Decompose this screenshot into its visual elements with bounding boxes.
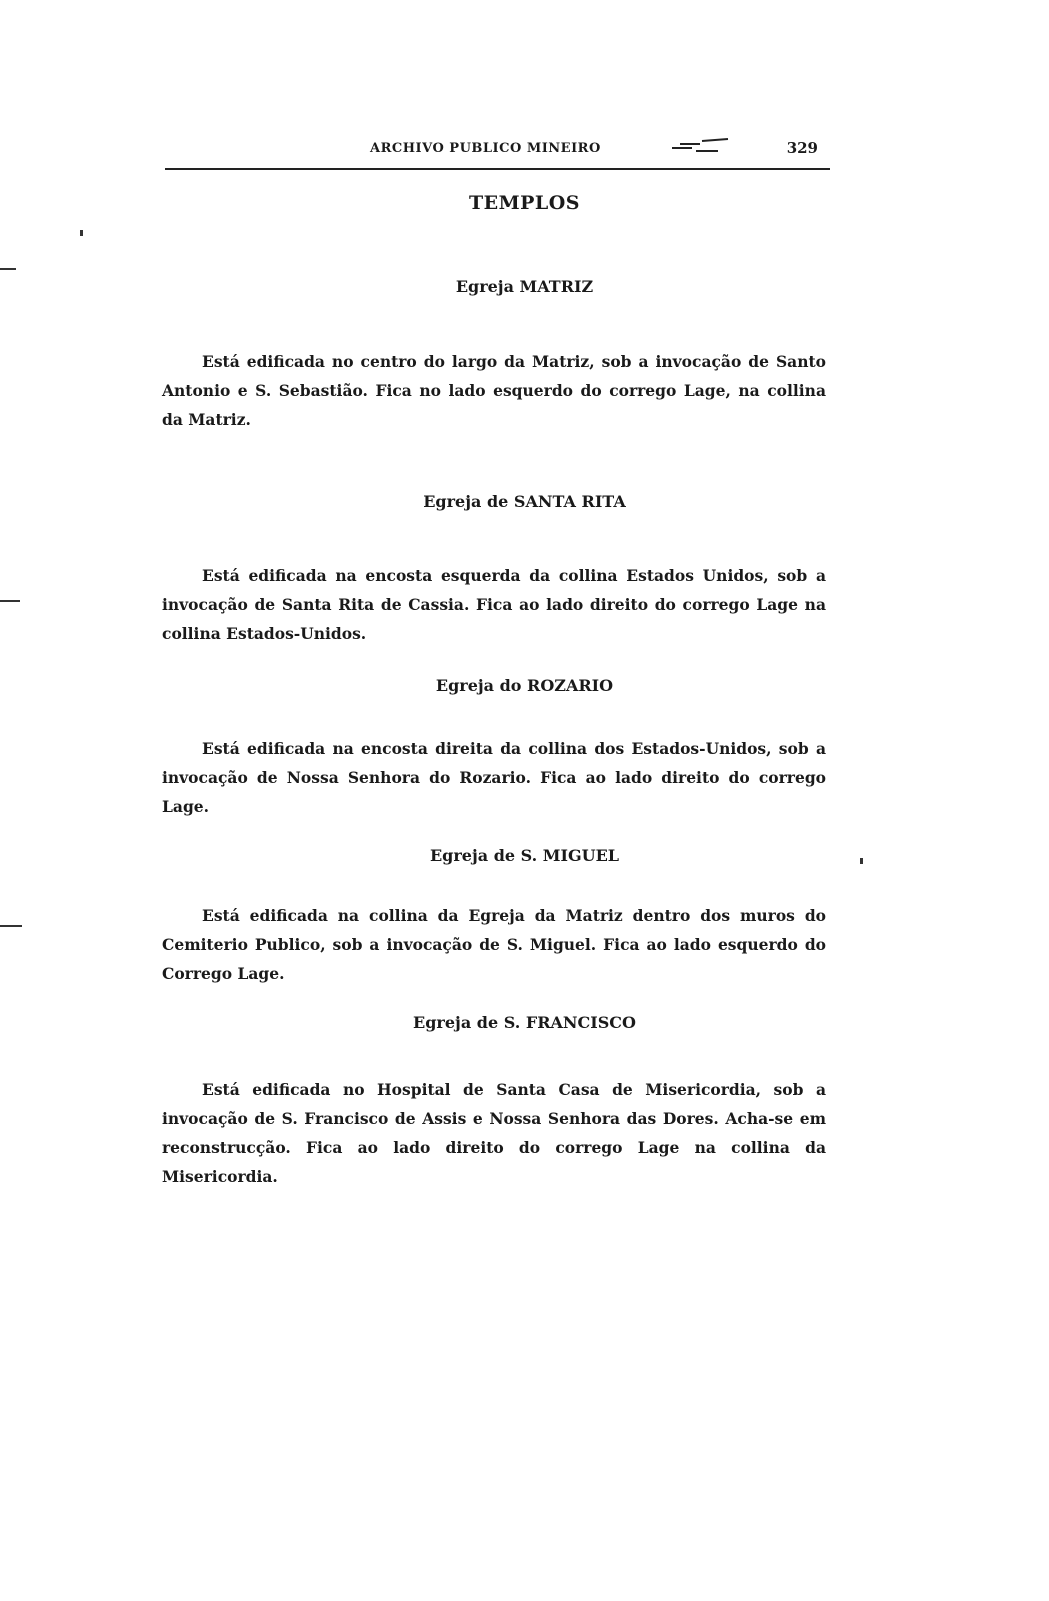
church-heading-prefix: Egreja de [413,1013,499,1032]
scan-speck [80,230,83,236]
church-description-rozario: Está edificada na encosta direita da collina dos Estados-Unidos, sob a invocação de Nossa Senhora do Rozario. Fica ao lado direito do corrego Lage. [162,739,826,816]
scan-speck [860,858,863,864]
church-heading-prefix: Egreja [455,277,514,296]
scan-edge-mark [0,268,16,270]
church-heading-santa-rita [0,492,1049,511]
church-heading-prefix: Egreja de [429,846,516,865]
church-description-s-miguel: Está edificada na collina da Egreja da Matriz dentro dos muros do Cemiterio Publico, sob a invocação de S. Miguel. Fica ao lado esquerdo do Corrego Lage. [162,906,826,983]
church-heading-prefix: Egreja do [435,676,522,695]
church-heading-s-miguel [0,846,1049,865]
scan-edge-mark [0,925,22,927]
section-title: TEMPLOS [468,192,581,214]
church-description-matriz: Está edificada no centro do largo da Matriz, sob a invocação de Santo Antonio e S. Sebastião. Fica no lado esquerdo do corrego Lage, na collina da Matriz. [162,352,826,429]
church-heading-name: SANTA RITA [513,492,626,511]
journal-title: ARCHIVO PUBLICO MINEIRO [370,141,601,156]
church-heading-matriz [0,277,1049,296]
church-heading-rozario [0,676,1049,695]
running-header [165,132,830,172]
church-heading-name: ROZARIO [527,676,614,695]
church-heading-prefix: Egreja de [423,492,509,511]
church-heading-name: S. MIGUEL [520,846,620,865]
church-description-santa-rita: Está edificada na encosta esquerda da collina Estados Unidos, sob a invocação de Santa Rita de Cassia. Fica ao lado direito do corrego Lage na collina Estados-Unidos. [162,566,826,643]
church-heading-name: S. FRANCISCO [503,1013,636,1032]
church-heading-name: MATRIZ [519,277,594,296]
header-rule [165,168,830,170]
church-description-s-francisco: Está edificada no Hospital de Santa Casa de Misericordia, sob a invocação de S. Francisco de Assis e Nossa Senhora das Dores. Acha-se em reconstrucção. Fica ao lado direito do corrego Lage na collina da Misericordia. [162,1080,826,1186]
page-number: 329 [786,139,818,157]
ornament-icon [670,136,730,156]
scan-edge-mark [0,600,20,602]
church-heading-s-francisco [0,1013,1049,1032]
